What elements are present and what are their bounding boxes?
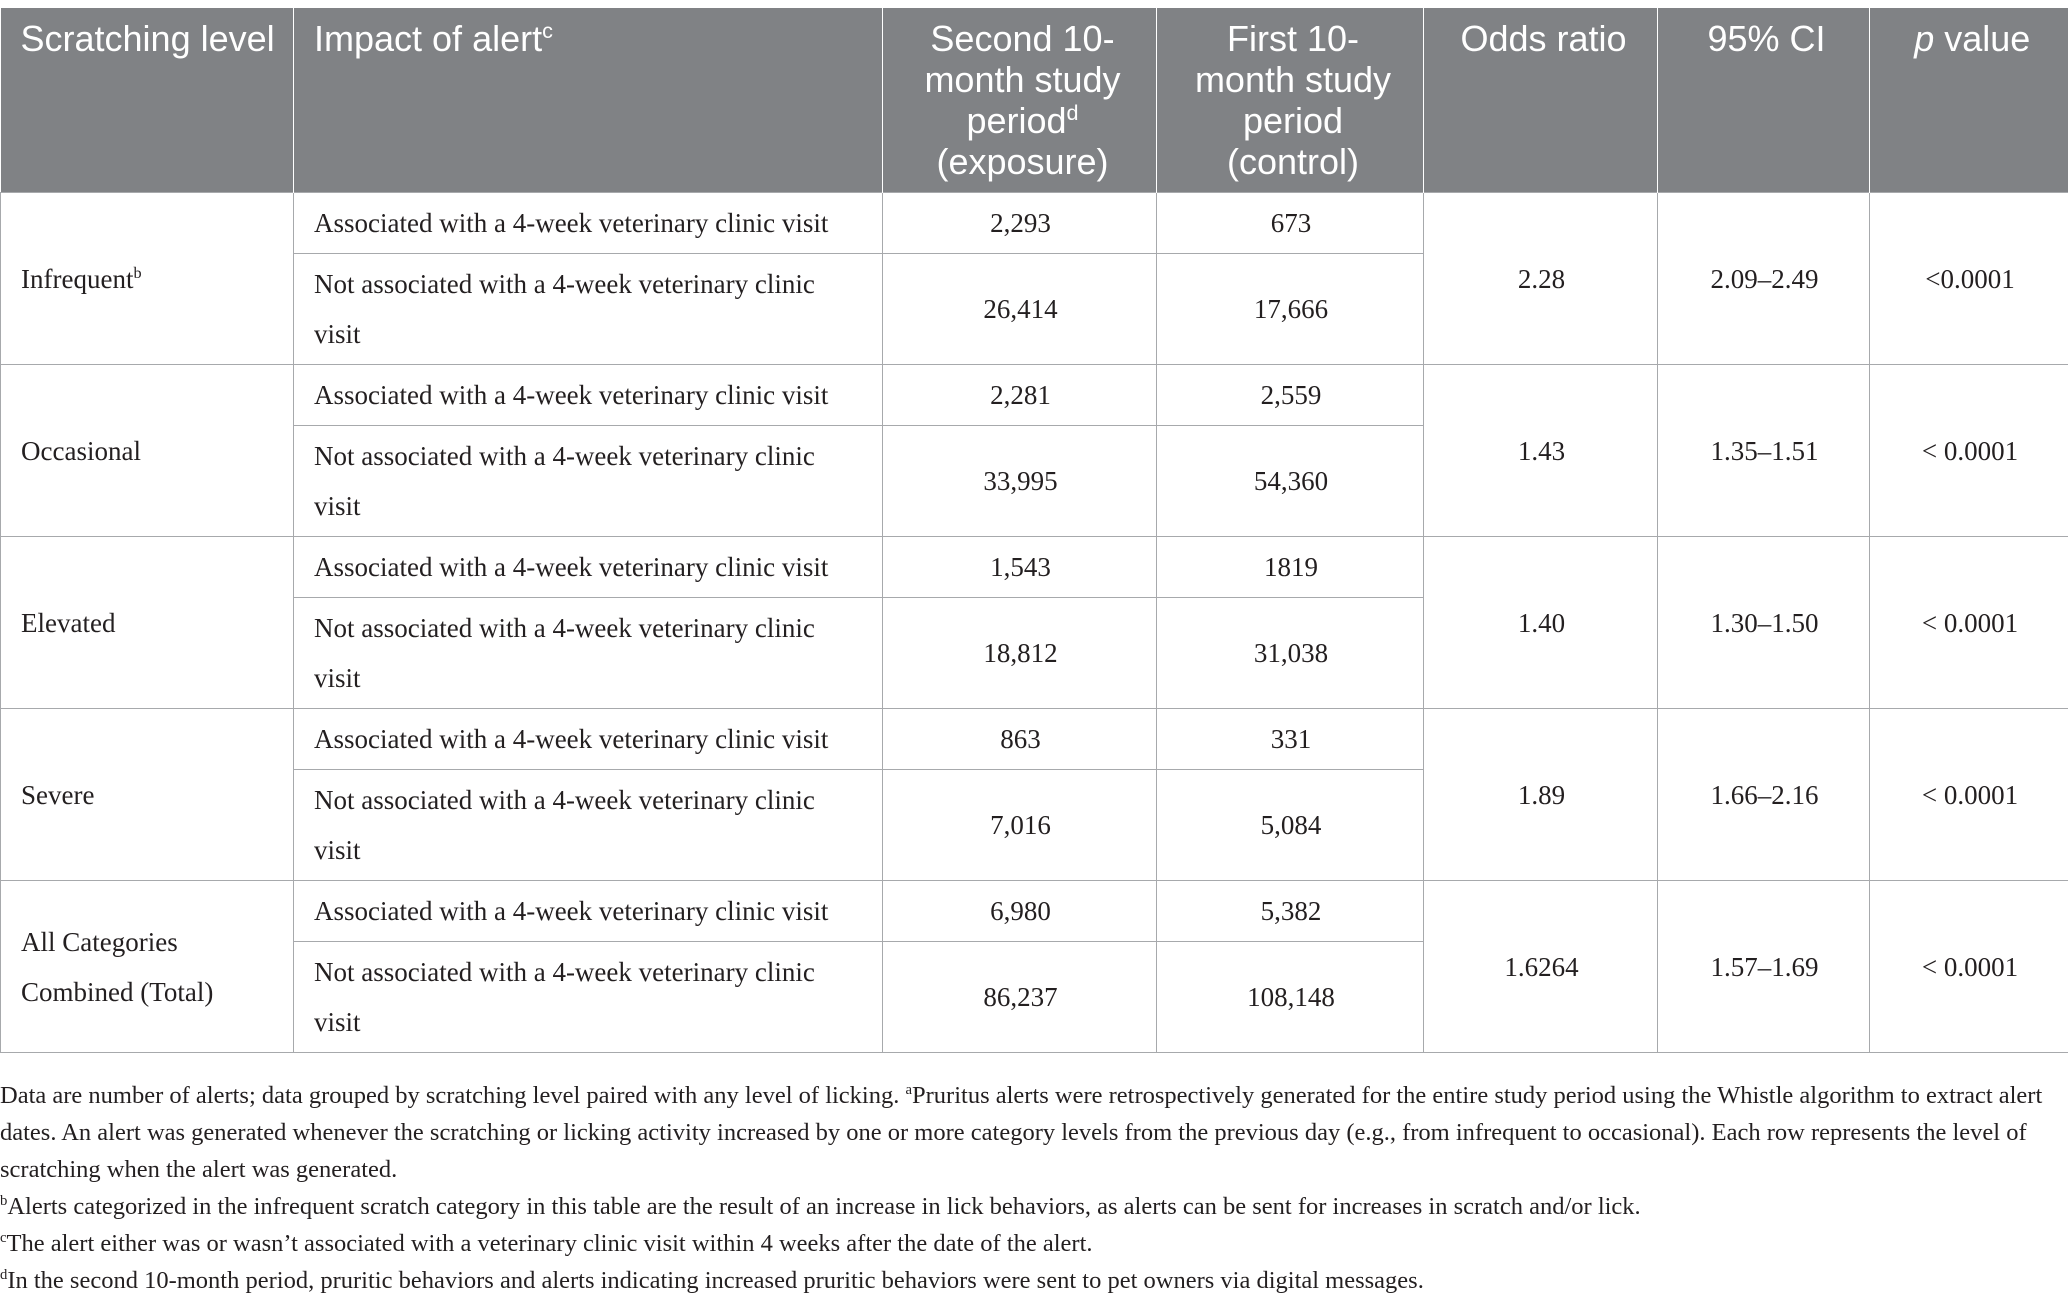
header-impact: Impact of alert$^c$ [294,8,883,193]
header-ci: 95% CI [1658,8,1870,193]
first-period-cell: 54,360 [1157,426,1424,537]
footnote-d: $^d$In the second 10-month period, pruritic behaviors and alerts indicating increased pruritic behaviors were sent to pet owners via digital messages. [0,1266,1424,1294]
impact-cell: Associated with a 4-week veterinary clinic visit [294,365,883,426]
ci-cell: 1.57–1.69 [1658,881,1870,1053]
p-value-cell: < 0.0001 [1870,881,2068,1053]
scratching-level-cell: Occasional [1,365,294,537]
header-p-value: p value [1870,8,2068,193]
table-footnotes [0,1077,2050,1299]
ci-cell: 1.66–2.16 [1658,709,1870,881]
data-table [0,8,2068,1053]
header-first-period: First 10-month study period (control) [1157,8,1424,193]
ci-cell: 1.35–1.51 [1658,365,1870,537]
footnote-c: $^c$The alert either was or wasn’t associated with a veterinary clinic visit within 4 weeks after the date of the alert. [0,1229,1093,1257]
p-value-cell: <0.0001 [1870,193,2068,365]
second-period-cell: 2,293 [883,193,1157,254]
table-row [1,193,2068,254]
odds-ratio-cell: 1.6264 [1424,881,1658,1053]
impact-cell: Not associated with a 4-week veterinary clinic visit [294,770,883,881]
scratching-level-cell: Severe [1,709,294,881]
second-period-cell: 2,281 [883,365,1157,426]
ci-cell: 2.09–2.49 [1658,193,1870,365]
odds-ratio-cell: 1.43 [1424,365,1658,537]
p-value-cell: < 0.0001 [1870,709,2068,881]
second-period-cell: 33,995 [883,426,1157,537]
impact-cell: Not associated with a 4-week veterinary clinic visit [294,598,883,709]
first-period-cell: 1819 [1157,537,1424,598]
table-row [1,537,2068,598]
impact-cell: Associated with a 4-week veterinary clinic visit [294,193,883,254]
first-period-cell: 5,382 [1157,881,1424,942]
p-value-cell: < 0.0001 [1870,365,2068,537]
impact-cell: Associated with a 4-week veterinary clinic visit [294,881,883,942]
impact-cell: Not associated with a 4-week veterinary clinic visit [294,942,883,1053]
footnote-b: $^b$Alerts categorized in the infrequent scratch category in this table are the result of an increase in lick behaviors, as alerts can be sent for increases in scratch and/or lick. [0,1192,1641,1220]
impact-cell: Not associated with a 4-week veterinary clinic visit [294,426,883,537]
impact-cell: Associated with a 4-week veterinary clinic visit [294,709,883,770]
second-period-cell: 86,237 [883,942,1157,1053]
odds-ratio-cell: 1.89 [1424,709,1658,881]
table-row [1,881,2068,942]
first-period-cell: 17,666 [1157,254,1424,365]
header-row [1,8,2068,193]
header-odds-ratio: Odds ratio [1424,8,1658,193]
footnote-a: Data are number of alerts; data grouped by scratching level paired with any level of licking. $^a$Pruritus alerts were retrospectively generated for the entire study period using the Whistle algorithm to extract alert dates. An alert was generated whenever the scratching or licking activity increased by one or more category levels from the previous day (e.g., from infrequent to occasional). Each row represents the level of scratching when the alert was generated. [0,1081,2043,1183]
odds-ratio-cell: 2.28 [1424,193,1658,365]
table-row [1,365,2068,426]
first-period-cell: 2,559 [1157,365,1424,426]
second-period-cell: 18,812 [883,598,1157,709]
impact-cell: Associated with a 4-week veterinary clinic visit [294,537,883,598]
header-scratching-level: Scratching level [1,8,294,193]
second-period-cell: 1,543 [883,537,1157,598]
scratching-level-cell: Infrequent$^b$ [1,193,294,365]
scratching-level-cell: Elevated [1,537,294,709]
second-period-cell: 26,414 [883,254,1157,365]
p-value-cell: < 0.0001 [1870,537,2068,709]
first-period-cell: 31,038 [1157,598,1424,709]
scratching-level-cell: All Categories Combined (Total) [1,881,294,1053]
odds-ratio-cell: 1.40 [1424,537,1658,709]
first-period-cell: 673 [1157,193,1424,254]
first-period-cell: 108,148 [1157,942,1424,1053]
first-period-cell: 5,084 [1157,770,1424,881]
second-period-cell: 863 [883,709,1157,770]
second-period-cell: 6,980 [883,881,1157,942]
table-row [1,709,2068,770]
header-second-period: Second 10-month study period$^d$ (exposure) [883,8,1157,193]
ci-cell: 1.30–1.50 [1658,537,1870,709]
second-period-cell: 7,016 [883,770,1157,881]
first-period-cell: 331 [1157,709,1424,770]
impact-cell: Not associated with a 4-week veterinary clinic visit [294,254,883,365]
